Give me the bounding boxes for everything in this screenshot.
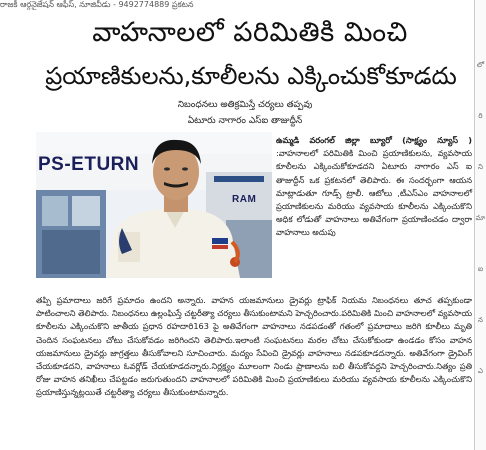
article-intro	[276, 134, 472, 294]
edge-mark: ఎ	[478, 367, 483, 375]
edge-mark: ఐ	[477, 265, 484, 273]
byline: ఉమ్మడి వరంగల్ జిల్లా బ్యూరో (సాక్ష్యం న్యూస్ )	[276, 135, 472, 145]
edge-mark: న	[478, 316, 483, 324]
edge-mark: ని	[478, 163, 483, 171]
subheading-2: ఏటూరు నాగారం ఎస్ఐ తాజుద్దీన్	[187, 116, 303, 126]
article-body: తప్పి ప్రమాదాలు జరిగే ప్రమాదం ఉందని అన్నారు. వాహన యజమానులు డ్రైవర్లు ట్రాఫిక్ నియమ నిబంధనలు తూచ తప్పకుండా పాటించాలని తెలిపారు. నిబంధనలు ఉల్లంఘిస్తే చట్టరీత్యా చర్యలు తీసుకుంటామని హెచ్చరించారు.పరిమితికి మించి వాహనాలలో వ్యవసాయ కూలీలను ఎక్కించుకొని జాతీయ ప్రధాన రహదారి163 పై అతివేగంగా వాహనాలు నడపడంతో గతంలో ప్రమాదాలు జరిగి కూలీలు మృతి చెందిన సంఘటనలు చోటు చేసుకోవడం జరిగిందని తెలిపారు.ఇలాంటి సంఘటనలు మరల చోటు చేసుకోకుండా ఉండడం కోసం వాహన యజమానులు డ్రైవర్లు జాగ్రత్తలు తీసుకోవాలని సూచించారు. మద్యం సేవించి డ్రైవర్లు వాహనాలు నడపకూడదన్నారు. అతివేగంగా డ్రైవింగ్ చేయకూడదని, వాహనాలు ఓవర్లోడ్ చేయకూడదన్నారు.నిర్లక్ష్యం మూలంగా నిండు ప్రాణాలను బలి తీసుకోవద్దని హెచ్చరించారు.నిత్యం ప్రతి రోజు వాహన తనిఖీలు చేపట్టడం జరుగుతుందని వాహనాలలో పరిమితికి మించి ప్రయాణికులు మరియు వ్యవసాయ కూలీలను ఎక్కించుకొని ప్రయాణిస్తున్నట్లయితే చట్టరీత్యా చర్యలు తీసుకుంటామన్నారు.	[36, 295, 472, 398]
adjacent-column-edge	[474, 0, 486, 450]
headline-line-2: ప్రయాణికులను,కూలీలను ఎక్కించుకోకూడదు	[45, 62, 457, 90]
top-strip: రాజకీ ఆర్గనైజేషన్ ఆఫీస్, నూజివీడు - 9492774889 ప్రకటన	[0, 0, 194, 9]
headline-line-1: వాహనాలలో పరిమితికి మించి	[92, 17, 408, 48]
edge-mark: రి	[478, 112, 483, 120]
subheading-1: నిబంధనలు అతిక్రమిస్తే చర్యలు తప్పవు	[177, 100, 313, 110]
intro-text: :వాహనాలలో పరిమితికి మించి ప్రయాణికులను, వ్యవసాయ కూలీలను ఎక్కించుకోకూడదని ఏటూరు నాగారం ఎస్ ఐ తాజుద్దీన్ ఒక ప్రకటనలో తెలిపారు. ఈ సందర్భంగా ఆయన మాట్లాడుతూ గూడ్స్ ట్రాలీ. ఆటోలు ,టీఎస్ఎం వాహనాలలో ప్రయాణికులను మరియు వ్యవసాయ కూలీలను ఎక్కించుకొని అధిక లోడుతో వాహనాలు అతివేగంగా ప్రయాణించడం ద్వారా వాహనాలు అదుపు	[276, 148, 472, 238]
edge-mark: మా	[475, 214, 486, 222]
banner-text-right: RAM	[232, 194, 257, 205]
edge-mark: లో	[476, 61, 485, 69]
officer-photo	[36, 132, 272, 278]
banner-text: PS-ETURN	[38, 154, 140, 175]
